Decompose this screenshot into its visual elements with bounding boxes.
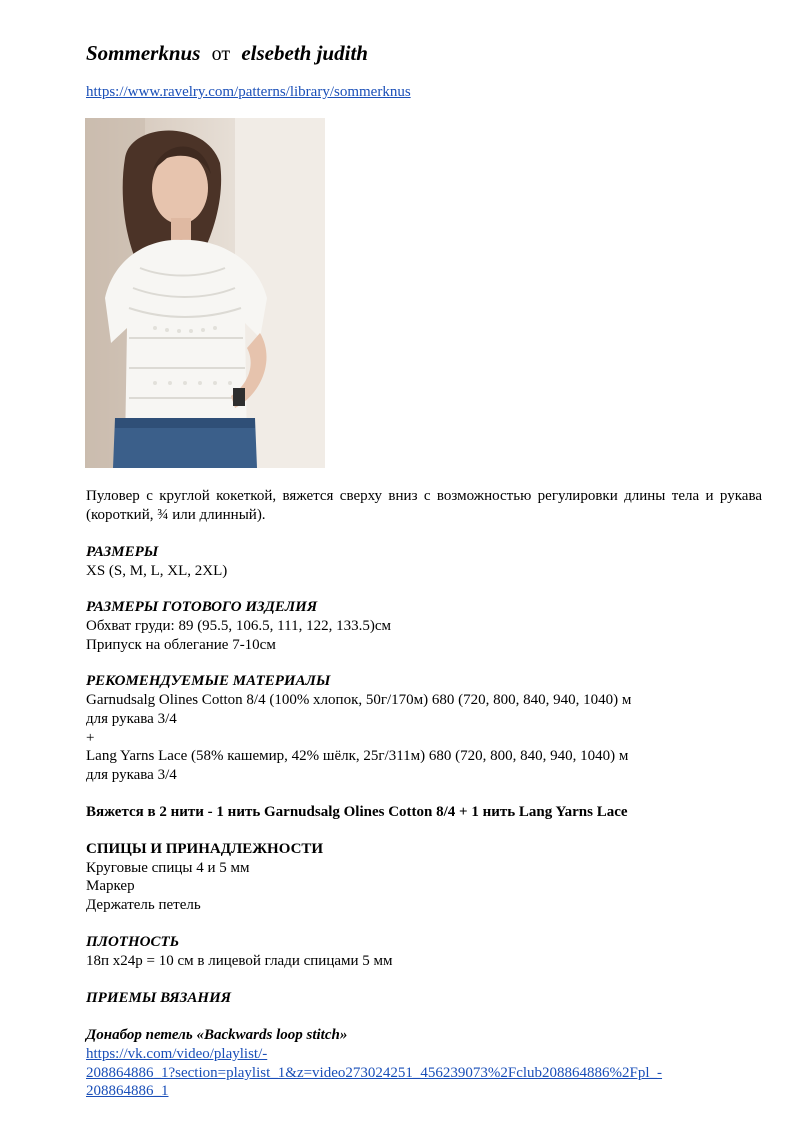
needles-line: Круговые спицы 4 и 5 мм — [86, 860, 250, 876]
needles-line: Маркер — [86, 878, 135, 894]
materials-line: + — [86, 730, 95, 746]
title-author: elsebeth judith — [241, 41, 368, 65]
document-title — [86, 40, 368, 67]
gauge-value: 18п х24р = 10 см в лицевой глади спицами 5 мм — [86, 953, 393, 969]
vk-video-link-line[interactable]: 208864886_1?section=playlist_1&z=video273024251_456239073%2Fclub208864886%2Fpl_- — [86, 1065, 663, 1081]
materials-line: Garnudsalg Olines Cotton 8/4 (100% хлопок, 50г/170м) 680 (720, 800, 840, 940, 1040) м — [86, 692, 632, 708]
techniques-heading: ПРИЕМЫ ВЯЗАНИЯ — [86, 990, 232, 1006]
backwards-loop-subheading: Донабор петель «Backwards loop stitch» — [86, 1027, 348, 1043]
finished-sizes-ease: Припуск на облегание 7-10см — [86, 637, 276, 653]
materials-line: для рукава 3/4 — [86, 767, 177, 783]
gauge-heading: ПЛОТНОСТЬ — [86, 934, 180, 950]
knit-note: Вяжется в 2 нити - 1 нить Garnudsalg Olines Cotton 8/4 + 1 нить Lang Yarns Lace — [86, 804, 628, 820]
vk-video-link-line[interactable]: https://vk.com/video/playlist/- — [86, 1046, 268, 1062]
model-photo-illustration — [85, 118, 325, 468]
materials-heading: РЕКОМЕНДУЕМЫЕ МАТЕРИАЛЫ — [86, 673, 331, 689]
materials-line: Lang Yarns Lace (58% кашемир, 42% шёлк, 25г/311м) 680 (720, 800, 840, 940, 1040) м — [86, 748, 629, 764]
model-photo — [85, 118, 325, 468]
ravelry-pattern-link[interactable]: https://www.ravelry.com/patterns/library/sommerknus — [86, 84, 411, 100]
finished-sizes-chest: Обхват груди: 89 (95.5, 106.5, 111, 122, 133.5)см — [86, 618, 391, 634]
needles-line: Держатель петель — [86, 897, 201, 913]
needles-heading: СПИЦЫ И ПРИНАДЛЕЖНОСТИ — [86, 841, 324, 857]
sizes-value: XS (S, M, L, XL, 2XL) — [86, 563, 228, 579]
materials-line: для рукава 3/4 — [86, 711, 177, 727]
intro-paragraph: Пуловер с круглой кокеткой, вяжется сверху вниз с возможностью регулировки длины тела и рукава (короткий, ¾ или длинный). — [86, 488, 762, 523]
sizes-heading: РАЗМЕРЫ — [86, 544, 159, 560]
finished-sizes-heading: РАЗМЕРЫ ГОТОВОГО ИЗДЕЛИЯ — [86, 599, 318, 615]
vk-video-link-line[interactable]: 208864886_1 — [86, 1083, 169, 1099]
title-from: от — [211, 43, 231, 65]
title-pattern-name: Sommerknus — [86, 41, 201, 65]
